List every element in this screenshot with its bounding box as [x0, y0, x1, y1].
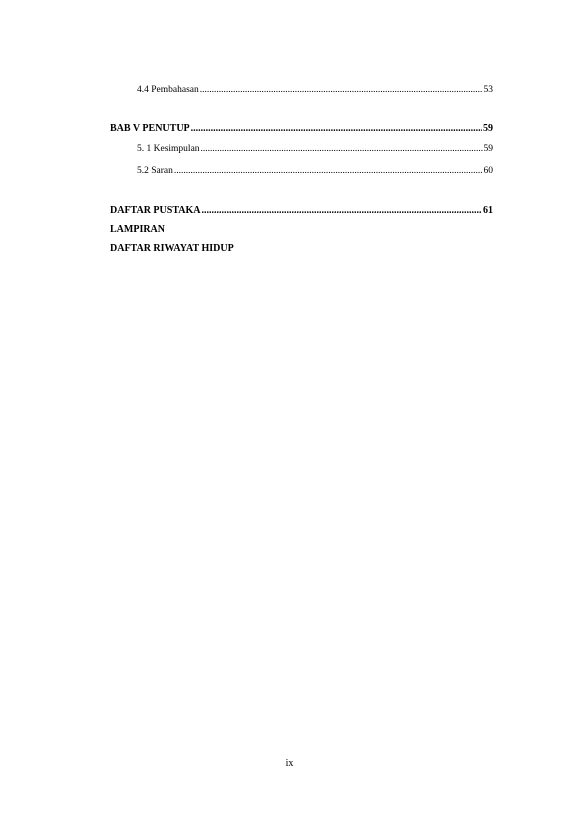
toc-entry-label: 5.2 Saran: [137, 166, 173, 176]
toc-entry-label: 4.4 Pembahasan: [137, 85, 199, 95]
toc-entry-page-number: 53: [483, 85, 493, 95]
toc-dot-leader: [201, 142, 483, 156]
toc-entry-kesimpulan: [137, 142, 493, 156]
toc-entry-page-number: 60: [483, 166, 493, 176]
toc-dot-leader: [201, 204, 482, 218]
toc-entry-page-number: 59: [483, 144, 493, 154]
toc-entry-daftar-riwayat-hidup: DAFTAR RIWAYAT HIDUP: [110, 243, 234, 254]
toc-dot-leader: [191, 122, 482, 136]
toc-entry-pembahasan: [137, 83, 493, 97]
toc-entry-lampiran: LAMPIRAN: [110, 224, 165, 235]
toc-dot-leader: [200, 83, 483, 97]
toc-entry-page-number: 61: [483, 205, 493, 216]
toc-entry-label: 5. 1 Kesimpulan: [137, 144, 200, 154]
toc-entry-bab-v-penutup: [110, 122, 493, 136]
toc-entry-daftar-pustaka: [110, 204, 493, 218]
toc-dot-leader: [174, 164, 483, 178]
toc-entry-saran: [137, 164, 493, 178]
toc-entry-page-number: 59: [483, 123, 493, 134]
page-number-footer: ix: [285, 758, 294, 769]
toc-entry-label: DAFTAR PUSTAKA: [110, 205, 201, 216]
toc-entry-label: BAB V PENUTUP: [110, 123, 190, 134]
